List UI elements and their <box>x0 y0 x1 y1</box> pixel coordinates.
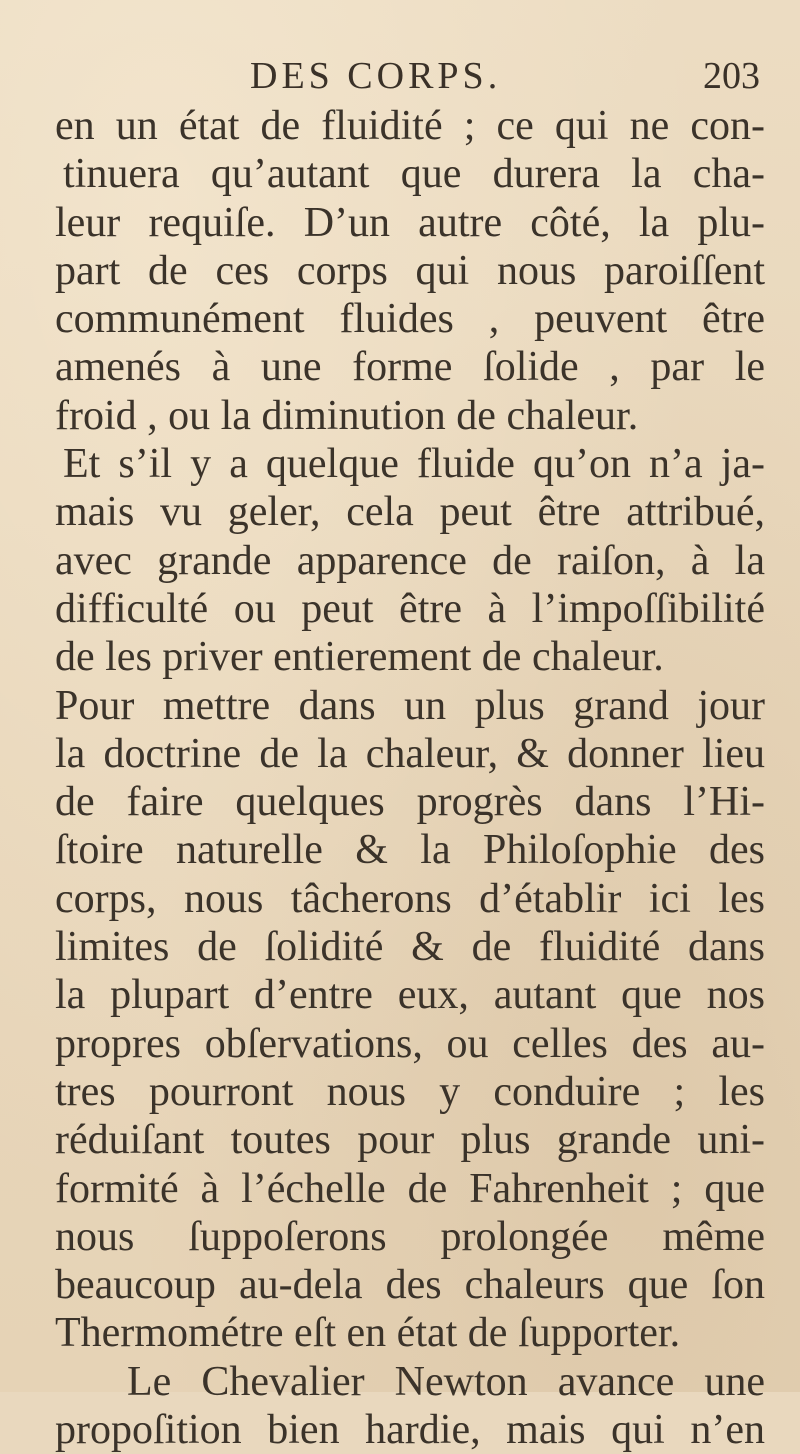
text-line: tres pourront nous y conduire ; les <box>55 1068 765 1115</box>
text-line: tinuera qu’autant que durera la cha- <box>63 151 765 198</box>
text-line: en un état de fluidité ; ce qui ne con- <box>55 103 765 149</box>
text-line: Le Chevalier Newton avance une <box>127 1358 765 1405</box>
text-line: froid , ou la diminution de chaleur. <box>55 392 639 439</box>
running-head: DES CORPS. <box>250 55 502 97</box>
text-line: de les priver entierement de chaleur. <box>55 634 664 681</box>
text-line: réduiſant toutes pour plus grande uni- <box>55 1117 765 1164</box>
text-line: propoſition bien hardie, mais qui n’en <box>55 1407 765 1454</box>
text-line: de faire quelques progrès dans l’Hi- <box>55 779 765 826</box>
page-number: 203 <box>703 55 760 97</box>
text-line: propres obſervations, ou celles des au- <box>55 1020 765 1067</box>
text-line: amenés à une forme ſolide , par le <box>55 344 765 391</box>
text-line: leur requiſe. D’un autre côté, la plu- <box>55 199 765 246</box>
text-line: Pour mettre dans un plus grand jour <box>55 682 765 729</box>
text-line: difficulté ou peut être à l’impoſſibilité <box>55 585 765 632</box>
text-line: ſtoire naturelle & la Philoſophie des <box>55 827 765 874</box>
text-line: la plupart d’entre eux, autant que nos <box>55 972 765 1019</box>
text-line: mais vu geler, cela peut être attribué, <box>55 489 765 536</box>
text-line: avec grande apparence de raiſon, à la <box>55 537 765 584</box>
page-header <box>250 52 760 100</box>
body-text <box>55 102 765 1454</box>
text-line: limites de ſolidité & de fluidité dans <box>55 924 765 971</box>
text-line: part de ces corps qui nous paroiſſent <box>55 247 765 294</box>
text-line: beaucoup au-dela des chaleurs que ſon <box>55 1262 765 1309</box>
text-line: nous ſuppoſerons prolongée même <box>55 1213 765 1260</box>
text-line: corps, nous tâcherons d’établir ici les <box>55 875 765 922</box>
text-line: la doctrine de la chaleur, & donner lieu <box>55 730 765 777</box>
text-line: Thermométre eſt en état de ſupporter. <box>55 1310 681 1357</box>
text-line: formité à l’échelle de Fahrenheit ; que <box>55 1165 765 1212</box>
text-line: Et s’il y a quelque fluide qu’on n’a ja- <box>63 441 765 488</box>
text-line: communément fluides , peuvent être <box>55 296 765 343</box>
